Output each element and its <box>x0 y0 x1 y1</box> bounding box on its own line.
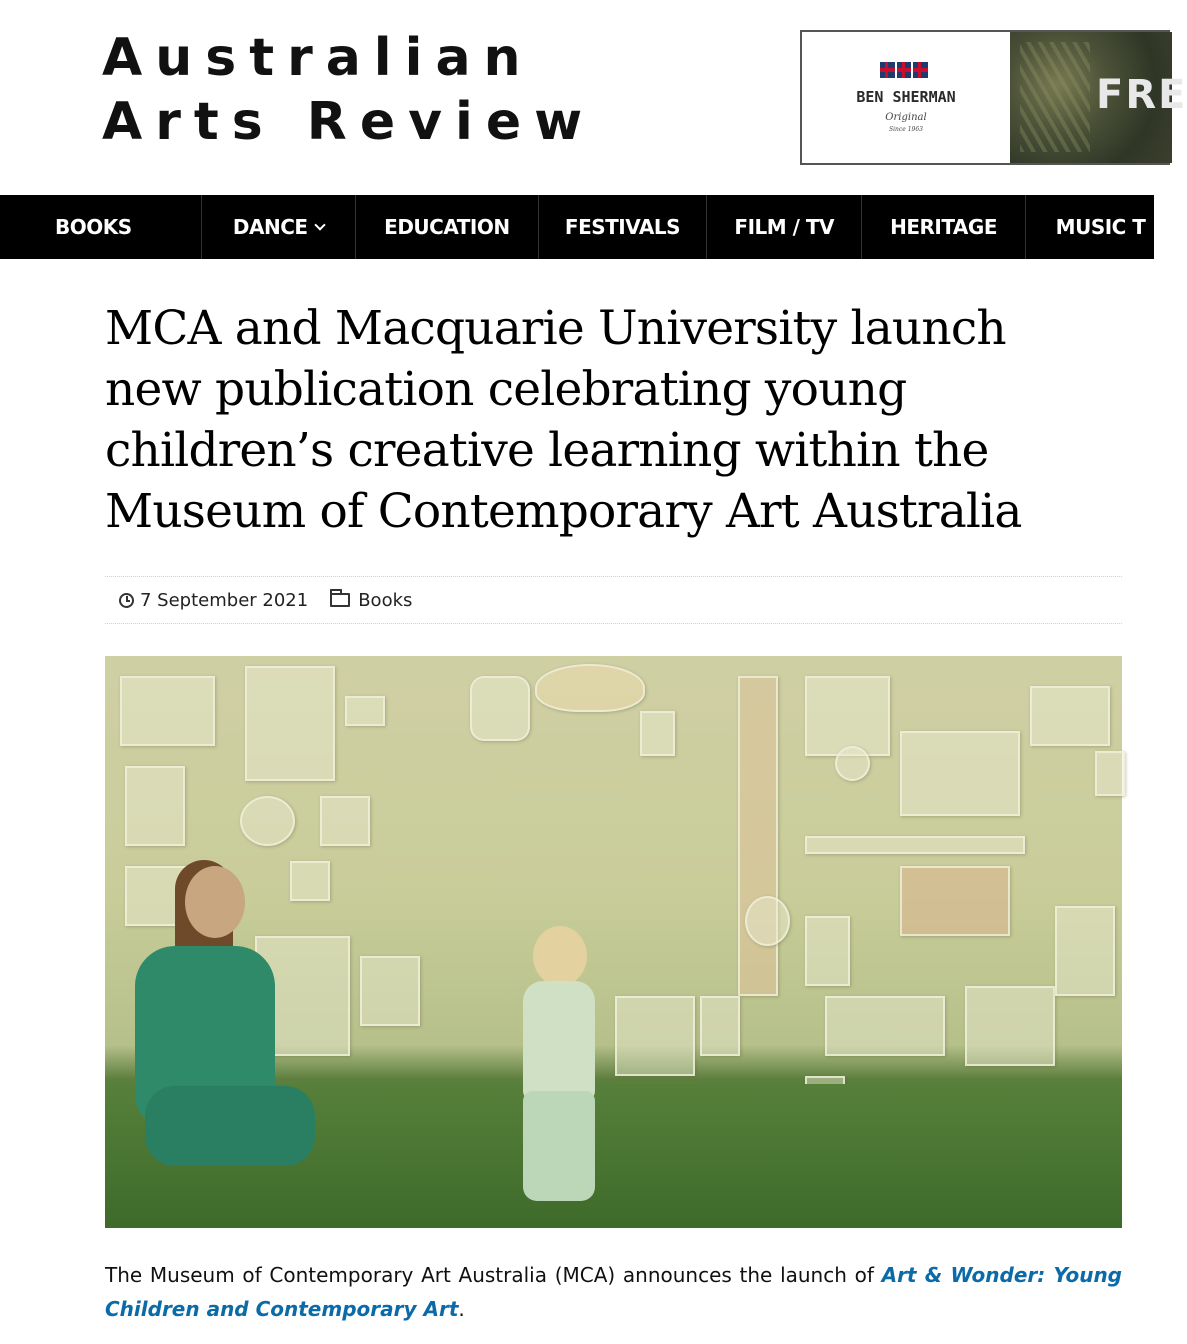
main-navigation <box>0 195 1154 259</box>
advertisement-banner[interactable] <box>800 30 1187 165</box>
nav-label: FILM / TV <box>734 215 835 239</box>
article-intro <box>105 1258 1122 1326</box>
ad-tagline: Original <box>885 112 927 123</box>
clock-icon <box>119 593 134 608</box>
publication-link[interactable]: Art & Wonder: Young Children and Contemporary Art <box>105 1263 1122 1321</box>
nav-label: MUSIC T <box>1055 215 1146 239</box>
folder-icon <box>330 593 350 607</box>
article-title: MCA and Macquarie University launch new publication celebrating young children’s creative learning within the Museum of Contemporary Art Australia <box>105 301 1022 539</box>
featured-image <box>105 656 1122 1228</box>
chevron-down-icon <box>314 219 325 230</box>
intro-text: The Museum of Contemporary Art Australia (MCA) announces the launch of <box>105 1263 882 1287</box>
article-date[interactable]: 7 September 2021 <box>140 589 309 611</box>
nav-item-heritage[interactable] <box>862 195 1025 259</box>
ad-image-text: FRE <box>1096 72 1187 118</box>
ad-brand-panel <box>802 32 1010 163</box>
nav-item-dance[interactable] <box>202 195 356 259</box>
logo-line-1: Australian <box>102 28 534 88</box>
ad-image <box>1010 32 1187 163</box>
logo-line-2: Arts Review <box>102 92 596 152</box>
nav-item-festivals[interactable] <box>539 195 707 259</box>
ad-brand-tagline <box>802 112 1010 134</box>
nav-item-music[interactable] <box>1026 195 1154 259</box>
site-header <box>0 0 1187 195</box>
nav-label: BOOKS <box>55 215 132 239</box>
site-logo[interactable] <box>102 26 595 154</box>
ad-brand-name: BEN SHERMAN <box>856 88 956 106</box>
union-jack-icon <box>880 62 928 78</box>
nav-label: DANCE <box>232 215 308 239</box>
intro-end: . <box>458 1297 465 1321</box>
ad-since: Since 1963 <box>889 126 923 133</box>
adult-figure <box>115 866 305 1196</box>
child-figure <box>505 926 605 1216</box>
article-category-link[interactable]: Books <box>358 589 413 611</box>
nav-label: EDUCATION <box>384 215 510 239</box>
nav-item-film-tv[interactable] <box>707 195 862 259</box>
nav-label: FESTIVALS <box>564 215 680 239</box>
nav-item-education[interactable] <box>356 195 539 259</box>
article-meta <box>105 576 1122 624</box>
nav-item-books[interactable] <box>0 195 202 259</box>
nav-label: HERITAGE <box>890 215 997 239</box>
